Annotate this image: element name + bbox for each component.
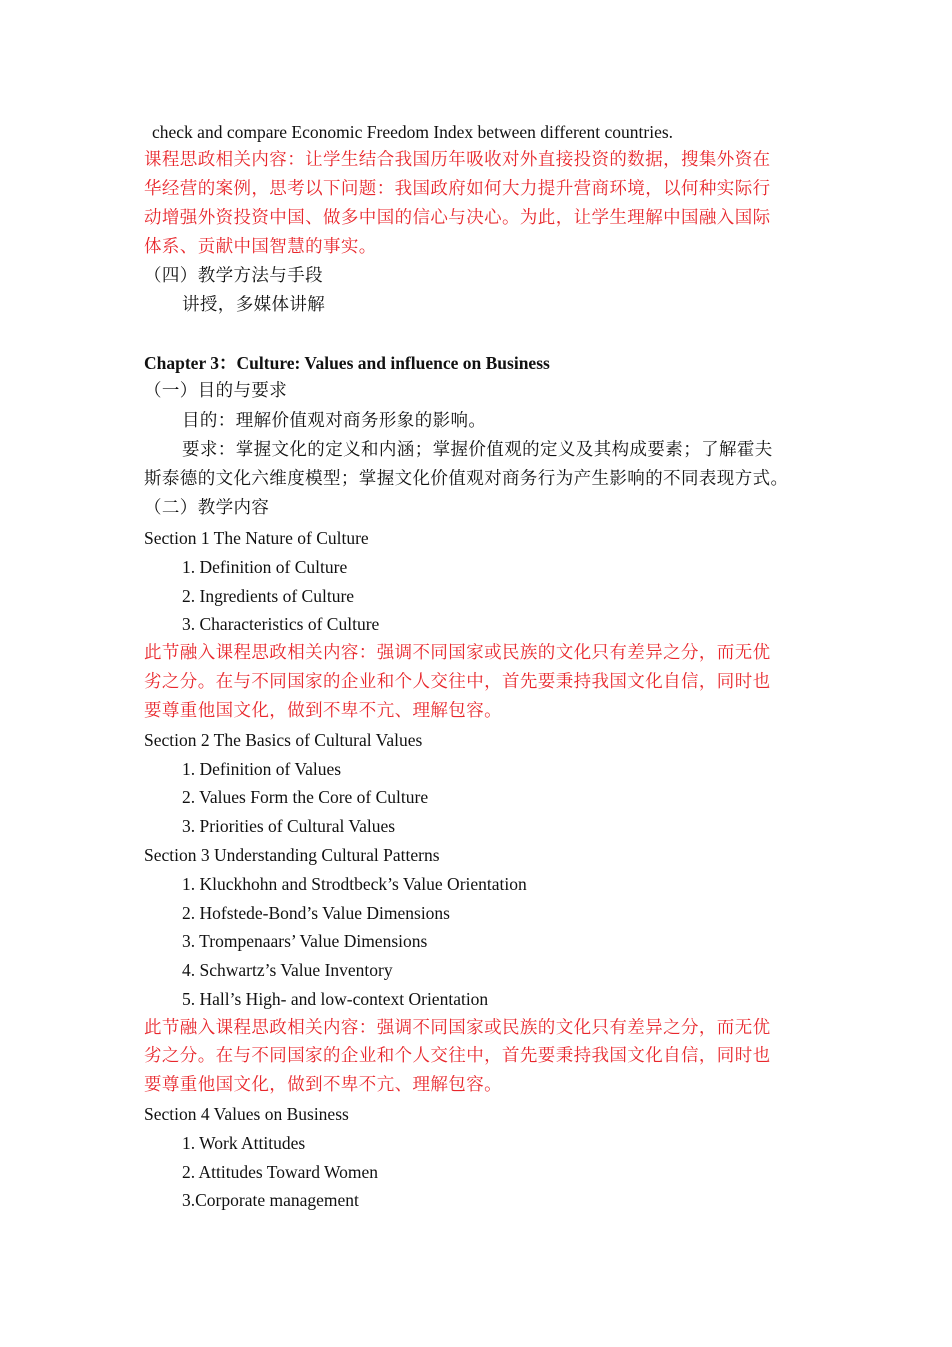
section-2-item: 1. Definition of Values <box>182 759 342 779</box>
section-1-item: 1. Definition of Culture <box>182 557 348 577</box>
ideology-paragraph-2-line-1: 此节融入课程思政相关内容：强调不同国家或民族的文化只有差异之分，而无优 <box>144 643 771 663</box>
section-3-title: Section 3 Understanding Cultural Patterns <box>144 845 440 865</box>
section-3-item: 3. Trompenaars’ Value Dimensions <box>182 931 428 951</box>
ideology-paragraph-2-line-3: 要尊重他国文化，做到不卑不亢、理解包容。 <box>144 701 502 721</box>
ideology-paragraph-1-line-1: 课程思政相关内容：让学生结合我国历年吸收对外直接投资的数据，搜集外资在 <box>144 150 771 170</box>
heading-teaching-methods: （四）教学方法与手段 <box>144 266 323 286</box>
requirement-text-line-2: 斯泰德的文化六维度模型；掌握文化价值观对商务行为产生影响的不同表现方式。 <box>144 469 789 489</box>
intro-line: check and compare Economic Freedom Index between different countries. <box>152 122 674 142</box>
section-2-item: 2. Values Form the Core of Culture <box>182 787 429 807</box>
section-1-item: 2. Ingredients of Culture <box>182 586 355 606</box>
section-3-item: 5. Hall’s High- and low-context Orientation <box>182 989 489 1009</box>
section-3-item: 4. Schwartz’s Value Inventory <box>182 960 393 980</box>
section-2-item: 3. Priorities of Cultural Values <box>182 816 396 836</box>
heading-content: （二）教学内容 <box>144 498 270 518</box>
requirement-text-line-1: 要求：掌握文化的定义和内涵；掌握价值观的定义及其构成要素；了解霍夫 <box>182 440 773 460</box>
ideology-paragraph-1-line-2: 华经营的案例，思考以下问题：我国政府如何大力提升营商环境，以何种实际行 <box>144 179 771 199</box>
ideology-paragraph-3-line-2: 劣之分。在与不同国家的企业和个人交往中，首先要秉持我国文化自信，同时也 <box>144 1046 771 1066</box>
chapter-title: Chapter 3：Culture: Values and influence on Business <box>144 353 550 373</box>
section-3-item: 1. Kluckhohn and Strodtbeck’s Value Orientation <box>182 874 527 894</box>
ideology-paragraph-1-line-3: 动增强外资投资中国、做多中国的信心与决心。为此，让学生理解中国融入国际 <box>144 208 771 228</box>
heading-goals: （一）目的与要求 <box>144 381 288 401</box>
section-4-item: 1. Work Attitudes <box>182 1133 306 1153</box>
section-4-item: 3.Corporate management <box>182 1190 359 1210</box>
section-1-title: Section 1 The Nature of Culture <box>144 528 369 548</box>
section-3-item: 2. Hofstede-Bond’s Value Dimensions <box>182 903 450 923</box>
ideology-paragraph-3-line-1: 此节融入课程思政相关内容：强调不同国家或民族的文化只有差异之分，而无优 <box>144 1018 771 1038</box>
ideology-paragraph-2-line-2: 劣之分。在与不同国家的企业和个人交往中，首先要秉持我国文化自信，同时也 <box>144 672 771 692</box>
section-4-title: Section 4 Values on Business <box>144 1104 349 1124</box>
teaching-methods-text: 讲授，多媒体讲解 <box>182 295 326 315</box>
section-4-item: 2. Attitudes Toward Women <box>182 1162 379 1182</box>
ideology-paragraph-1-line-4: 体系、贡献中国智慧的事实。 <box>144 237 377 257</box>
ideology-paragraph-3-line-3: 要尊重他国文化，做到不卑不亢、理解包容。 <box>144 1075 502 1095</box>
section-2-title: Section 2 The Basics of Cultural Values <box>144 730 423 750</box>
goal-text: 目的：理解价值观对商务形象的影响。 <box>182 411 487 431</box>
section-1-item: 3. Characteristics of Culture <box>182 614 380 634</box>
